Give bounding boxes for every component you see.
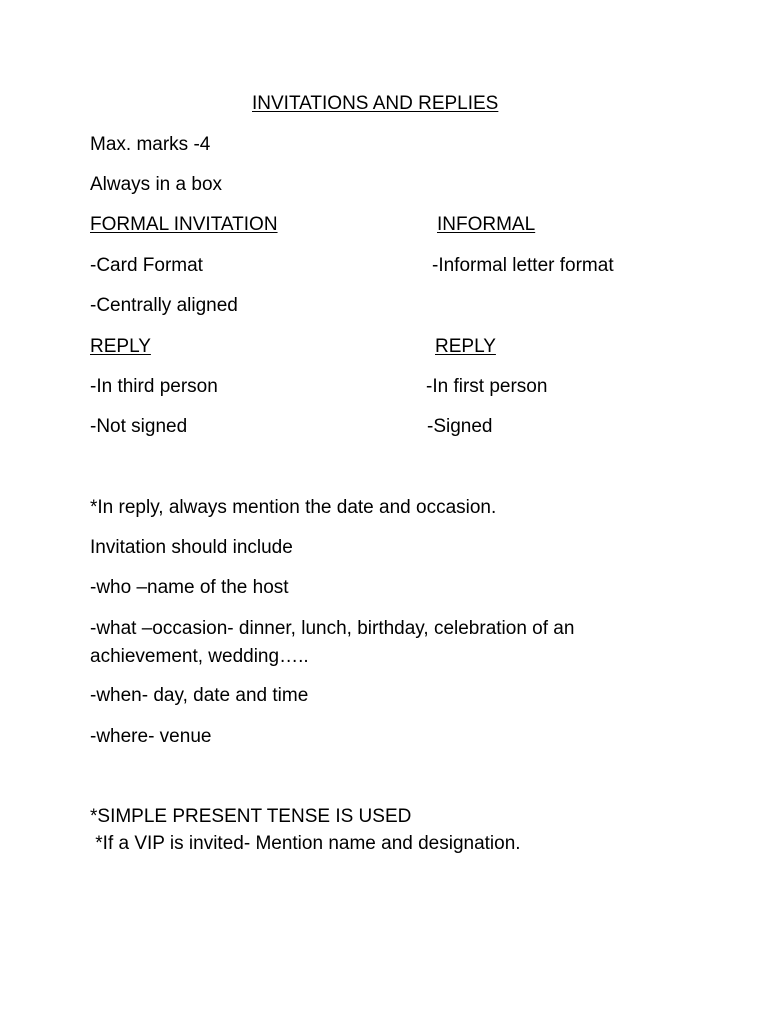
formal-reply-point: -Not signed: [90, 416, 188, 437]
tense-note: *SIMPLE PRESENT TENSE IS USED: [90, 806, 412, 827]
formal-point: -Centrally aligned: [90, 295, 238, 316]
max-marks: Max. marks -4: [90, 134, 211, 155]
formal-point: -Card Format: [90, 255, 203, 276]
reply-note: *In reply, always mention the date and occasion.: [90, 497, 497, 518]
include-item: -when- day, date and time: [90, 685, 309, 706]
vip-note: *If a VIP is invited- Mention name and designation.: [90, 833, 521, 854]
box-note: Always in a box: [90, 174, 223, 195]
formal-reply-heading: REPLY: [90, 336, 151, 357]
page-title: INVITATIONS AND REPLIES: [252, 93, 499, 114]
include-item: -where- venue: [90, 726, 212, 747]
include-heading: Invitation should include: [90, 537, 293, 558]
formal-heading: FORMAL INVITATION: [90, 214, 278, 235]
include-item: -what –occasion- dinner, lunch, birthday, celebration of an achievement, wedding…..: [90, 618, 575, 667]
informal-reply-point: -Signed: [427, 416, 493, 437]
include-item: -who –name of the host: [90, 577, 289, 598]
formal-reply-point: -In third person: [90, 376, 218, 397]
informal-point: -Informal letter format: [432, 255, 614, 276]
informal-heading: INFORMAL: [437, 214, 536, 235]
informal-reply-point: -In first person: [426, 376, 548, 397]
informal-reply-heading: REPLY: [435, 336, 496, 357]
